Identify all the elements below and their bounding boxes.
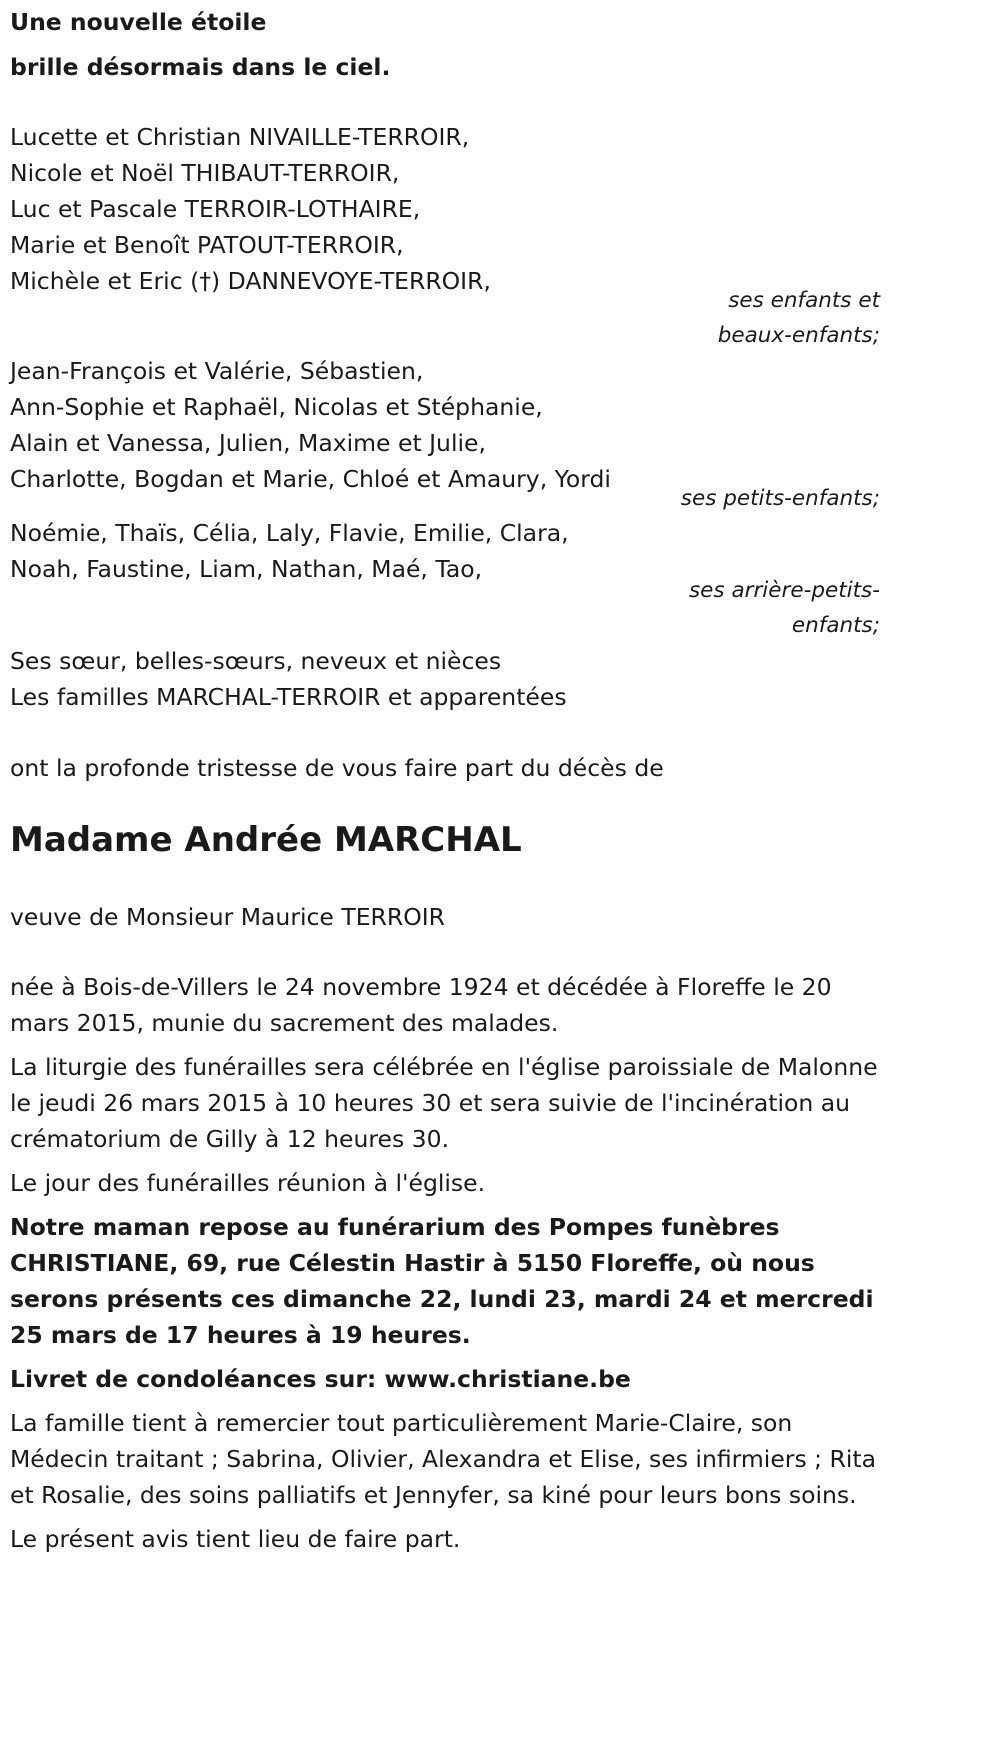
- child-name: Michèle et Eric (†) DANNEVOYE-TERROIR,: [10, 267, 491, 295]
- relatives-line-2: Les familles MARCHAL-TERROIR et apparentées: [10, 683, 567, 711]
- thanks-text: La famille tient à remercier tout particulièrement Marie-Claire, son Médecin traitant ; Sabrina, Olivier, Alexandra et Elise, ses infirmiers ; Rita et Rosalie, des soins palliatifs et Jennyfer, sa kiné pour leurs bons soins.: [10, 1409, 877, 1509]
- header-line-1: Une nouvelle étoile: [10, 8, 267, 36]
- children-label: [10, 283, 880, 353]
- relatives-line-1: Ses sœur, belles-sœurs, neveux et nièces: [10, 647, 502, 675]
- details-block: [10, 969, 880, 1557]
- child-name: Nicole et Noël THIBAUT-TERROIR,: [10, 159, 400, 187]
- birth-death-text: née à Bois-de-Villers le 24 novembre 1924 et décédée à Floreffe le 20 mars 2015, munie du sacrement des malades.: [10, 973, 832, 1037]
- great-grandchildren-label-line-1: ses arrière-petits-: [688, 578, 880, 603]
- children-label-line-2: beaux-enfants;: [717, 323, 880, 348]
- child-name: Lucette et Christian NIVAILLE-TERROIR,: [10, 123, 470, 151]
- meeting-text: Le jour des funérailles réunion à l'église.: [10, 1169, 486, 1197]
- child-name: Luc et Pascale TERROIR-LOTHAIRE,: [10, 195, 421, 223]
- grandchildren-label-text: ses petits-enfants;: [680, 486, 880, 511]
- grandchild-name: Ann-Sophie et Raphaël, Nicolas et Stéphanie,: [10, 393, 543, 421]
- children-block: [10, 119, 880, 299]
- great-grandchild-name: Noah, Faustine, Liam, Nathan, Maé, Tao,: [10, 555, 483, 583]
- header-line-2: brille désormais dans le ciel.: [10, 53, 391, 81]
- notice-text: Le présent avis tient lieu de faire part.: [10, 1525, 461, 1553]
- children-label-line-1: ses enfants et: [728, 288, 880, 313]
- widow-of-text: veuve de Monsieur Maurice TERROIR: [10, 903, 445, 931]
- great-grandchildren-label-line-2: enfants;: [791, 613, 880, 638]
- great-grandchildren-label: [10, 573, 880, 643]
- grandchild-name: Alain et Vanessa, Julien, Maxime et Julie,: [10, 429, 486, 457]
- grandchild-name: Charlotte, Bogdan et Marie, Chloé et Amaury, Yordi: [10, 465, 611, 493]
- great-grandchild-name: Noémie, Thaïs, Célia, Laly, Flavie, Emilie, Clara,: [10, 519, 569, 547]
- funeral-home-text: Notre maman repose au funérarium des Pompes funèbres CHRISTIANE, 69, rue Célestin Hastir à 5150 Floreffe, où nous serons présents ces dimanche 22, lundi 23, mardi 24 et mercredi 25 mars de 17 heures à 19 heures.: [10, 1213, 874, 1349]
- relatives-block: [10, 643, 880, 715]
- grandchild-name: Jean-François et Valérie, Sébastien,: [10, 357, 424, 385]
- announcement-text: ont la profonde tristesse de vous faire part du décès de: [10, 754, 664, 782]
- grandchildren-block: [10, 353, 880, 497]
- liturgy-text: La liturgie des funérailles sera célébrée en l'église paroissiale de Malonne le jeudi 26 mars 2015 à 10 heures 30 et sera suivie de l'incinération au crématorium de Gilly à 12 heures 30.: [10, 1053, 878, 1153]
- deceased-name: Madame Andrée MARCHAL: [10, 820, 522, 860]
- grandchildren-label: [10, 481, 880, 516]
- child-name: Marie et Benoît PATOUT-TERROIR,: [10, 231, 404, 259]
- condolences-text: Livret de condoléances sur: www.christiane.be: [10, 1365, 631, 1393]
